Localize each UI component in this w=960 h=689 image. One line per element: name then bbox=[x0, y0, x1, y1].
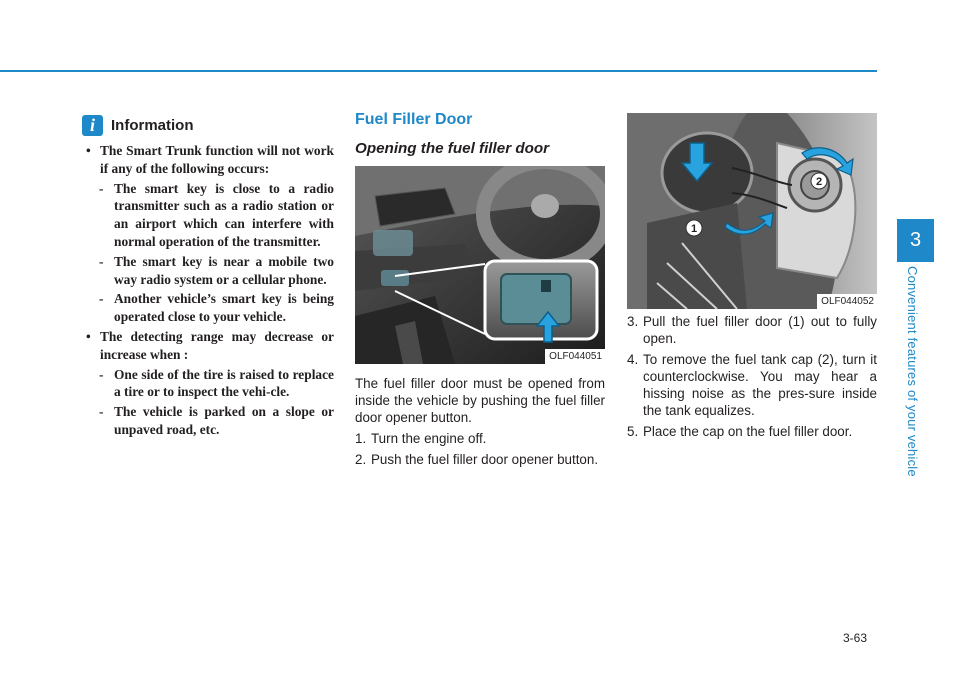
section-subtitle: Opening the fuel filler door bbox=[355, 140, 550, 157]
info-subitem: - The vehicle is parked on a slope or unpaved road, etc. bbox=[96, 403, 334, 439]
fuel-cap-section bbox=[627, 113, 877, 440]
step-number: 5. bbox=[627, 424, 639, 439]
step-item bbox=[627, 351, 877, 419]
step-text: Push the fuel filler door opener button. bbox=[371, 452, 599, 467]
info-subitem: - One side of the tire is raised to replace a tire or to inspect the vehi-cle. bbox=[96, 366, 334, 402]
step-text: Pull the fuel filler door (1) out to fully open. bbox=[643, 314, 877, 346]
step-number: 2. bbox=[355, 452, 367, 467]
info-bullet: • The Smart Trunk function will not work if any of the following occurs: bbox=[82, 142, 334, 178]
step-item bbox=[355, 430, 605, 447]
information-box bbox=[82, 113, 334, 439]
step-item bbox=[355, 451, 605, 468]
chapter-label: Convenient features of your vehicle bbox=[905, 266, 920, 477]
info-subitem: - Another vehicle’s smart key is being operated close to your vehicle. bbox=[96, 290, 334, 326]
info-icon: i bbox=[82, 115, 103, 136]
step-number: 1. bbox=[355, 431, 367, 446]
page-number: 3-63 bbox=[843, 631, 868, 645]
step-text: To remove the fuel tank cap (2), turn it counterclockwise. You may hear a hissing noise as the pres-sure inside the tank equalizes. bbox=[643, 352, 877, 418]
fuel-filler-section bbox=[355, 110, 605, 468]
information-title: Information bbox=[111, 116, 194, 134]
step-list bbox=[627, 313, 877, 440]
step-text: Place the cap on the fuel filler door. bbox=[643, 424, 853, 439]
section-title: Fuel Filler Door bbox=[355, 111, 473, 128]
callout-1-label: 1 bbox=[690, 223, 698, 235]
callout-2-label: 2 bbox=[815, 176, 823, 188]
info-bullet: • The detecting range may decrease or increase when : bbox=[82, 328, 334, 364]
info-subitem: - The smart key is close to a radio transmitter such as a radio station or an airport which can interfere with normal operation of the transmitter. bbox=[96, 180, 334, 251]
figure-code: OLF044051 bbox=[545, 349, 605, 364]
top-rule bbox=[0, 70, 877, 72]
information-body bbox=[82, 142, 334, 439]
dashboard-illustration bbox=[355, 166, 605, 364]
dashboard-photo bbox=[355, 166, 605, 364]
fuel-door-photo bbox=[627, 113, 877, 309]
intro-paragraph: The fuel filler door must be opened from inside the vehicle by pushing the fuel filler door opener button. bbox=[355, 376, 605, 425]
figure-code: OLF044052 bbox=[817, 294, 877, 309]
chapter-tab: 3 bbox=[897, 219, 934, 262]
step-number: 3. bbox=[627, 314, 639, 329]
step-number: 4. bbox=[627, 352, 639, 367]
step-item bbox=[627, 423, 877, 440]
step-item bbox=[627, 313, 877, 347]
information-header bbox=[82, 113, 334, 137]
info-subitem: - The smart key is near a mobile two way radio system or a cellular phone. bbox=[96, 253, 334, 289]
fuel-door-illustration bbox=[627, 113, 877, 309]
step-text: Turn the engine off. bbox=[371, 431, 487, 446]
